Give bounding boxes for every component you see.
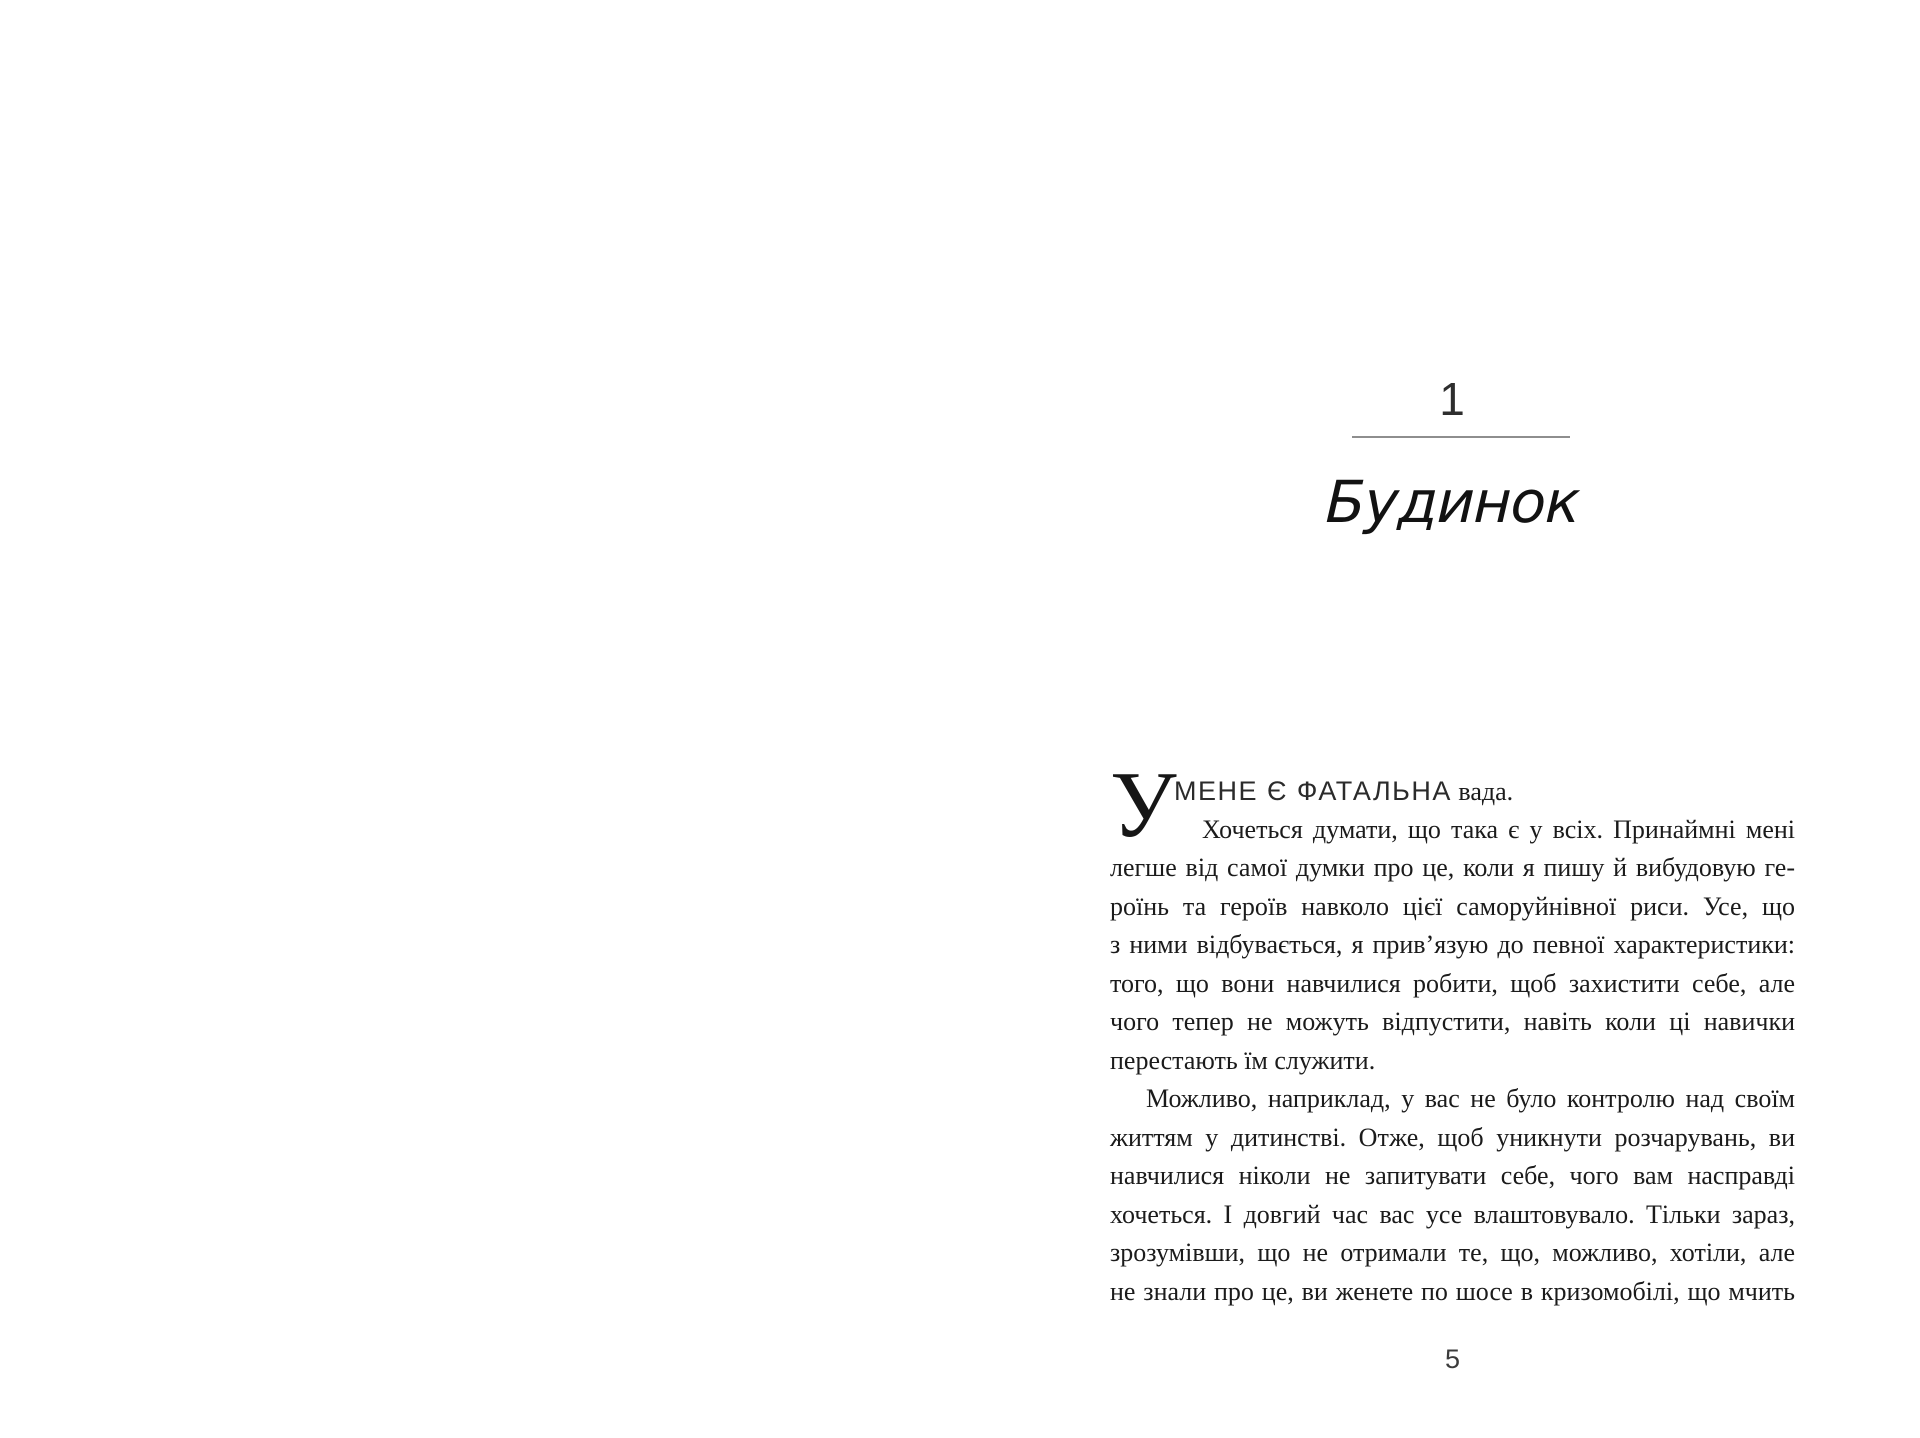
chapter-number: 1 [1439,373,1466,425]
body-line: Хочеться думати, що така є у всіх. Принаймні мені [1202,814,1795,844]
chapter-body [1110,772,1795,1311]
body-line: роїнь та героїв навколо цієї саморуйнівної риси. Усе, що [1110,891,1795,921]
body-line: зрозумівши, що не отримали те, що, можливо, хотіли, але [1110,1238,1795,1267]
body-line: чого тепер не можуть відпустити, навіть коли ці навички [1110,1007,1795,1036]
body-line: навчилися ніколи не запитувати себе, чого вам насправді [1110,1161,1795,1190]
page-number: 5 [1444,1344,1461,1374]
body-line-lead-in [1110,772,1795,811]
chapter-divider-rule [1352,436,1570,438]
lead-in-smallcaps: МЕНЕ Є ФАТАЛЬНА [1174,776,1452,806]
body-line: того, що вони навчилися робити, щоб захистити себе, але [1110,968,1795,998]
body-line: хочеться. І довгий час вас усе влаштовувало. Тільки зараз, [1110,1199,1795,1229]
body-line: не знали про це, ви женете по шосе в кризомобілі, що мчить [1110,1276,1795,1306]
right-page [960,0,1920,1438]
body-line: Можливо, наприклад, у вас не було контролю над своїм [1146,1084,1795,1113]
body-line: з ними відбувається, я прив’язую до певної характеристики: [1110,930,1795,959]
body-line: легше від самої думки про це, коли я пишу й вибудовую ге- [1110,853,1795,882]
chapter-title: Будинок [1324,468,1581,536]
dropcap-letter: У [1110,753,1177,857]
body-line: життям у дитинстві. Отже, щоб уникнути розчарувань, ви [1110,1122,1795,1152]
lead-in-regular: вада. [1458,777,1514,806]
body-line: перестають їм служити. [1110,1045,1376,1075]
